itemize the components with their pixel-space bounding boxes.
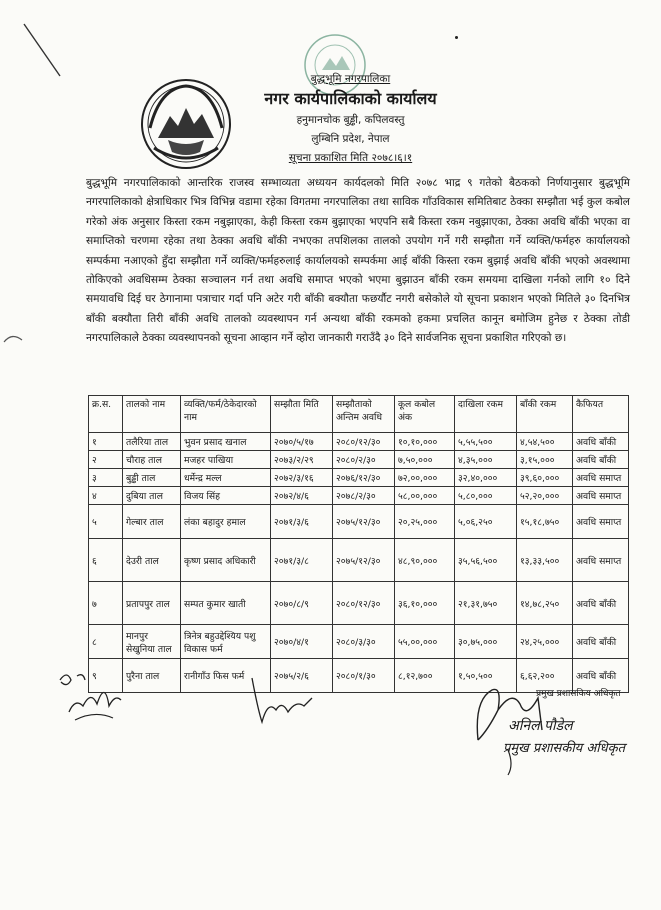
table-cell: २०७८/२/३० — [333, 487, 395, 505]
table-cell: १ — [89, 433, 123, 451]
table-cell: २०७६/१२/३० — [333, 469, 395, 487]
table-cell: लंका बहादुर हमाल — [181, 505, 271, 539]
table-cell: देउरी ताल — [123, 539, 181, 582]
table-cell: तलैरिया ताल — [123, 433, 181, 451]
notice-date: सूचना प्रकाशित मिति २०७८।६।१ — [288, 152, 413, 164]
lake-contract-table — [88, 395, 629, 693]
table-cell: ५२,२०,००० — [517, 487, 573, 505]
table-cell: ३,१५,००० — [517, 451, 573, 469]
table-cell: दुबिया ताल — [123, 487, 181, 505]
table-cell: त्रिनेत्र बहुउद्देश्यिय पशु विकास फर्म — [181, 625, 271, 659]
table-cell: २०७१/३/६ — [271, 505, 333, 539]
table-cell: अवधि समाप्त — [573, 539, 629, 582]
header-cell: व्यक्ति/फर्म/ठेकेदारको नाम — [181, 396, 271, 433]
table-cell: २०८०/१/३० — [333, 659, 395, 693]
table-cell: ५,०६,२५० — [455, 505, 517, 539]
table-cell: २०७२/४/६ — [271, 487, 333, 505]
table-cell: २०७२/३/१६ — [271, 469, 333, 487]
table-cell: कृष्ण प्रसाद अधिकारी — [181, 539, 271, 582]
table-cell: ८ — [89, 625, 123, 659]
table-cell: ४८,९०,००० — [395, 539, 455, 582]
table-cell: अवधि समाप्त — [573, 487, 629, 505]
table-cell: ९ — [89, 659, 123, 693]
table-cell: २०७०/५/१७ — [271, 433, 333, 451]
table-cell: ४,५४,५०० — [517, 433, 573, 451]
table-cell: ७ — [89, 582, 123, 625]
table-cell: २०७५/२/६ — [271, 659, 333, 693]
table-cell: ३६,१०,००० — [395, 582, 455, 625]
table-cell: पुरैना ताल — [123, 659, 181, 693]
table-cell: २०७०/८/९ — [271, 582, 333, 625]
table-cell: ५५,००,००० — [395, 625, 455, 659]
table-cell: ७,५०,००० — [395, 451, 455, 469]
table-cell: ७२,००,००० — [395, 469, 455, 487]
office-title: नगर कार्यपालिकाको कार्यालय — [264, 89, 437, 108]
table-cell: बुड्ढी ताल — [123, 469, 181, 487]
table-cell: ३ — [89, 469, 123, 487]
table-cell: ३५,५६,५०० — [455, 539, 517, 582]
table-cell: अवधि बाँकी — [573, 433, 629, 451]
table-cell: ६,६२,२०० — [517, 659, 573, 693]
table-row — [89, 539, 629, 582]
margin-pen-mark — [0, 330, 30, 350]
province-line: लुम्बिनि प्रदेश, नेपाल — [311, 133, 390, 145]
table-cell: १५,१८,७५० — [517, 505, 573, 539]
officer-name: अनिल पौडेल — [508, 718, 573, 734]
header-cell: सम्झौताको अन्तिम अवधि — [333, 396, 395, 433]
header-cell: बाँकी रकम — [517, 396, 573, 433]
table-cell: ६ — [89, 539, 123, 582]
table-cell: भुवन प्रसाद खनाल — [181, 433, 271, 451]
header-cell: क्र.स. — [89, 396, 123, 433]
table-cell: २०७३/२/२९ — [271, 451, 333, 469]
table-row — [89, 625, 629, 659]
table-cell: अवधि समाप्त — [573, 505, 629, 539]
table-row — [89, 433, 629, 451]
table-header-row — [89, 396, 629, 433]
table-cell: ४ — [89, 487, 123, 505]
handwritten-signature-middle — [242, 670, 322, 730]
table-cell: अवधि बाँकी — [573, 582, 629, 625]
table-cell: ५,८०,००० — [455, 487, 517, 505]
table-cell: अवधि समाप्त — [573, 469, 629, 487]
table-cell: प्रतापपुर ताल — [123, 582, 181, 625]
table-cell: २ — [89, 451, 123, 469]
table-cell: मजहर पाखिया — [181, 451, 271, 469]
table-cell: सम्पत कुमार खाती — [181, 582, 271, 625]
table-row — [89, 487, 629, 505]
table-cell: ५,५५,५०० — [455, 433, 517, 451]
table-cell: रानीगाँउ फिस फर्म — [181, 659, 271, 693]
table-cell: १४,७८,२५० — [517, 582, 573, 625]
table-cell: २०७५/१२/३० — [333, 539, 395, 582]
table-cell: ३९,६०,००० — [517, 469, 573, 487]
header-cell: तालको नाम — [123, 396, 181, 433]
table-cell: अवधि बाँकी — [573, 625, 629, 659]
table-cell: १३,३३,५०० — [517, 539, 573, 582]
table-cell: २०,२५,००० — [395, 505, 455, 539]
table-cell: चौराह ताल — [123, 451, 181, 469]
notice-paragraph: बुद्धभूमि नगरपालिकाको आन्तरिक राजस्व सम्भाव्यता अध्ययन कार्यदलको मिति २०७८ भाद्र ९ गतेको बैठकको निर्णयानुसार बुद्धभूमि नगरपालिकाको क्षेत्राधिकार भित्र विभिन्न वडामा रहेका विगतमा नगरपालिका तथा साविक गाँउविकास समितिबाट ठेक्का सम्झौता भई कुल कबोल गरेको अंक अनुसार किस्ता रकम नबुझाएका, केही किस्ता रकम बुझाएका भएपनि सबै किस्ता रकम नबुझाएका, ठेक्का अवधि बाँकी भएका वा समाप्तिको चरणमा रहेका तथा ठेक्का अवधि बाँकी नभएका तपशिलका तालको उपयोग गर्ने गरी सम्झौता गर्ने व्यक्ति/फर्महरु कार्यालयको सम्पर्कमा नआएको हुँदा सम्झौता गर्ने व्यक्ति/फर्महरुलाई कार्यालयको सम्पर्कमा आई बाँकी किस्ता रकम बुझाई अवधि बाँकी भएको अवस्थामा तोकिएको अवधिसम्म ठेक्का सञ्चालन गर्न तथा अवधि समाप्त भएको भएमा बुझाउन बाँकी रकम समयमा दाखिला गर्नको लागि १० दिने समयावधि दिई घर ठेगानामा पत्राचार गर्दा पनि अटेर गरी बाँकी बक्यौता फछर्यौट नगरी बसेकोले यो सूचना प्रकाशन भएको मितिले ३० दिनभित्र बाँकी बक्यौता तिरी बाँकी अवधि तालको व्यवस्थापन गर्न अन्यथा बाँकी रकमको हकमा प्रचलित कानून बमोजिम हुनेछ र ठेक्का तोडी नगरपालिकाले ठेक्का व्यवस्थापनको सूचना आव्हान गर्ने व्होरा जानकारी गराउँदै ३० दिने सार्वजनिक सूचना प्रकाशित गरिएको छ। — [86, 177, 630, 345]
municipality-name: बुद्धभूमि नगरपालिका — [310, 73, 391, 85]
table-row — [89, 582, 629, 625]
handwritten-signature-left — [55, 650, 135, 740]
table-cell: ५ — [89, 505, 123, 539]
table-cell: २०८०/१२/३० — [333, 582, 395, 625]
table-cell: २१,३१,७५० — [455, 582, 517, 625]
table-cell: २०८०/१२/३० — [333, 433, 395, 451]
table-cell: अवधि बाँकी — [573, 659, 629, 693]
table-cell: १,५०,५०० — [455, 659, 517, 693]
office-address: हनुमानचोक बुड्ढी, कपिलवस्तु — [296, 114, 405, 126]
table-cell: गेल्बार ताल — [123, 505, 181, 539]
table-cell: मानपुर सेखुनिया ताल — [123, 625, 181, 659]
officer-title-bottom: प्रमुख प्रशासकीय अधिकृत — [503, 741, 626, 756]
header-cell: कूल कबोल अंक — [395, 396, 455, 433]
table-cell: २०७१/३/८ — [271, 539, 333, 582]
dot-mark — [455, 36, 458, 39]
table-cell: ३०,७५,००० — [455, 625, 517, 659]
table-cell: ८,१२,७०० — [395, 659, 455, 693]
header-cell: कैफियत — [573, 396, 629, 433]
header-cell: दाखिला रकम — [455, 396, 517, 433]
table-cell: अवधि बाँकी — [573, 451, 629, 469]
table-row — [89, 505, 629, 539]
table-cell: ५८,००,००० — [395, 487, 455, 505]
table-row — [89, 451, 629, 469]
table-row — [89, 469, 629, 487]
table-cell: २४,२५,००० — [517, 625, 573, 659]
table-cell: ३२,४०,००० — [455, 469, 517, 487]
table-cell: २०८०/३/३० — [333, 625, 395, 659]
table-cell: विजय सिंह — [181, 487, 271, 505]
table-cell: ४,३५,००० — [455, 451, 517, 469]
table-cell: २०७०/४/१ — [271, 625, 333, 659]
table-cell: १०,१०,००० — [395, 433, 455, 451]
lake-contract-table-wrapper — [88, 395, 628, 693]
table-cell: २०७५/१२/३० — [333, 505, 395, 539]
table-cell: २०८०/२/३० — [333, 451, 395, 469]
officer-title-top: प्रमुख प्रशासकिय अधिकृत — [536, 689, 621, 699]
table-cell: धर्मेन्द्र मल्ल — [181, 469, 271, 487]
header-cell: सम्झौता मिति — [271, 396, 333, 433]
